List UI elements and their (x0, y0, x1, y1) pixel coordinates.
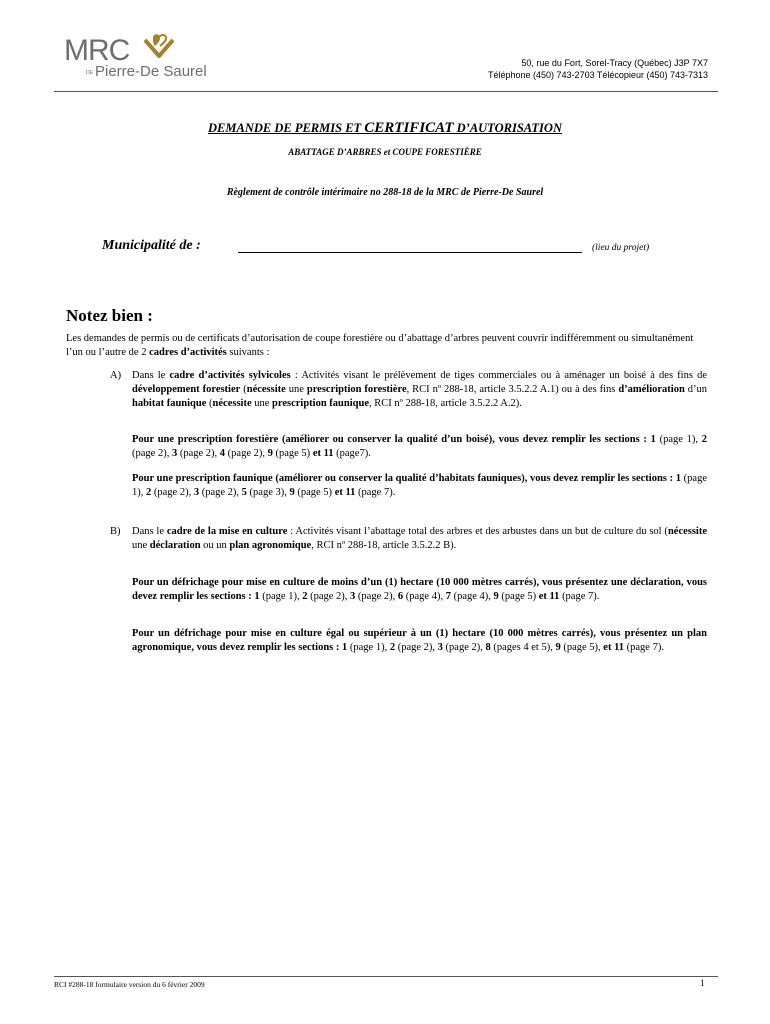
document-subtitle: ABATTAGE D’ARBRES et COUPE FORESTIÈRE (288, 147, 482, 157)
notes-heading: Notez bien : (66, 306, 153, 325)
text-run: (page 4), (450, 591, 494, 602)
text-run: (pages 4 et 5), (490, 642, 556, 653)
phone-line: Téléphone (450) 743-2703 Télécopieur (450) 743-7313 (488, 70, 708, 80)
mrc-logo (64, 34, 234, 84)
text-run: (page 5) (272, 448, 313, 459)
text-run: cadre de la mise en culture (166, 526, 288, 537)
text-run: (page 2), (177, 448, 220, 459)
text-run: prescription faunique (272, 398, 369, 409)
section-b-declaration (132, 576, 707, 604)
page-number: 1 (700, 978, 705, 988)
header-divider (54, 91, 718, 92)
footer-text: RCI #288-18 formulaire version du 6 février 2009 (54, 980, 205, 989)
text-run: 9 (267, 448, 273, 459)
text-run: : Activités visant l’abattage total des arbres et des arbustes dans un but de culture du sol ( (287, 526, 668, 537)
text-run: (page 2), (355, 591, 398, 602)
regulation-line: Règlement de contrôle intérimaire no 288-18 de la MRC de Pierre-De Saurel (226, 187, 544, 198)
text-run: (page 2), (199, 487, 242, 498)
text-run: ou un (200, 540, 230, 551)
logo-de-text: DE (86, 70, 93, 76)
text-run: suivants : (226, 347, 270, 358)
text-run: 5 (241, 487, 247, 498)
text-run: 3 (193, 487, 200, 498)
text-run: et 11 (312, 448, 334, 459)
text-run: 9 (493, 591, 499, 602)
text-run: plan agronomique (229, 540, 312, 551)
text-run: (page 2), (151, 487, 194, 498)
text-run: Pour une prescription forestière (améliorer ou conserver la qualité d’un boisé), vous devez remplir les sections : (132, 434, 651, 445)
text-run: , RCI nº 288-18, article 3.5.2.2 A.2). (368, 398, 522, 409)
text-run: 2 (701, 434, 707, 445)
text-run: une (285, 384, 307, 395)
text-run: cadres d’activités (149, 347, 227, 358)
text-run: et 11 (538, 591, 560, 602)
footer-divider (54, 976, 718, 977)
text-run: Dans le (132, 526, 167, 537)
text-run: une (132, 540, 150, 551)
text-run: cadre d’activités sylvicoles (169, 370, 291, 381)
text-run: et 11 (603, 642, 624, 653)
leaf-heart-icon (142, 34, 176, 64)
text-run: , RCI nº 288-18, article 3.5.2.2 B). (311, 540, 457, 551)
title-part: D’AUTORISATION (453, 121, 562, 135)
address-block (488, 57, 708, 81)
text-run: 7 (445, 591, 451, 602)
address-line: 50, rue du Fort, Sorel-Tracy (Québec) J3P 7X7 (521, 58, 708, 68)
section-b-agronomic-plan (132, 627, 707, 655)
text-run: Pour une prescription faunique (améliorer ou conserver la qualité d’habitats fauniques), vous devez remplir les sections : (132, 473, 676, 484)
section-a-forest-prescription (132, 433, 707, 461)
title-part: DEMANDE DE PERMIS ET (208, 121, 365, 135)
text-run: ( (206, 398, 213, 409)
text-run: prescription forestière (306, 384, 407, 395)
logo-name-text: Pierre-De Saurel (95, 63, 207, 80)
text-run: 9 (555, 642, 561, 653)
text-run: 3 (350, 591, 356, 602)
title-part: CERTIFICAT (364, 120, 454, 136)
text-run: nécessite (246, 384, 286, 395)
text-run: (page 5), (560, 642, 604, 653)
text-run: ( (240, 384, 247, 395)
text-run: (page 5) (498, 591, 539, 602)
text-run: nécessite (212, 398, 252, 409)
notes-intro (66, 332, 706, 360)
text-run: (page 3), (246, 487, 290, 498)
text-run: 1 (675, 473, 681, 484)
text-run: (page 1), (347, 642, 390, 653)
section-a-wildlife-prescription (132, 472, 707, 500)
municipality-field[interactable] (238, 252, 582, 253)
text-run: (page 4), (403, 591, 446, 602)
text-run: Les demandes de permis ou de certificats d’autorisation de coupe forestière ou d’abattage d’arbres peuvent couvrir indifféremment ou simultanément l’un ou l’autre de 2 (66, 333, 694, 358)
section-a-label: A) (110, 370, 122, 381)
text-run: 2 (302, 591, 308, 602)
municipality-label: Municipalité de : (102, 238, 201, 253)
text-run: (page 5) (294, 487, 335, 498)
logo-mrc-text: MRC (64, 34, 130, 67)
text-run: Dans le (132, 370, 170, 381)
text-run: d’amélioration (618, 384, 685, 395)
section-b-label: B) (110, 526, 121, 537)
text-run: Pour un défrichage pour mise en culture de moins d’un (1) hectare (10 000 mètres carrés), vous présentez une déclaration, vous devez remplir les sections : (132, 577, 707, 602)
text-run: (page 2), (442, 642, 486, 653)
text-run: et 11 (334, 487, 356, 498)
text-run: 9 (289, 487, 295, 498)
text-run: 6 (397, 591, 404, 602)
text-run: habitat faunique (132, 398, 207, 409)
text-run: (page 2), (395, 642, 438, 653)
text-run: 2 (389, 642, 396, 653)
section-a-text (132, 369, 707, 411)
text-run: (page 2), (132, 448, 172, 459)
text-run: (page 2), (307, 591, 351, 602)
text-run: d’un (684, 384, 707, 395)
text-run: développement forestier (132, 384, 241, 395)
document-title (0, 120, 770, 137)
text-run: Pour un défrichage pour mise en culture égal ou supérieur à un (1) hectare (10 000 mètres carrés), vous présentez un plan agronomique, vous devez remplir les sections : (132, 628, 707, 653)
text-run: 1 (254, 591, 260, 602)
section-b-text (132, 525, 707, 553)
text-run: (page 1), (132, 473, 707, 498)
text-run: , RCI nº 288-18, article 3.5.2.2 A.1) ou à des fins (406, 384, 619, 395)
text-run: (page 7). (624, 642, 664, 653)
text-run: 4 (219, 448, 226, 459)
text-run: (page 2), (225, 448, 268, 459)
text-run: 8 (485, 642, 491, 653)
text-run: 3 (171, 448, 178, 459)
text-run: une (251, 398, 273, 409)
text-run: : Activités visant le prélèvement de tiges commerciales ou à aménager un boisé à des fins de (290, 370, 707, 381)
municipality-hint: (lieu du projet) (592, 243, 650, 253)
text-run: 2 (146, 487, 152, 498)
text-run: (page7). (333, 448, 371, 459)
text-run: 3 (437, 642, 443, 653)
text-run: déclaration (149, 540, 201, 551)
text-run: 1 (342, 642, 348, 653)
text-run: (page 1), (655, 434, 702, 445)
text-run: (page 1), (259, 591, 303, 602)
text-run: (page 7). (559, 591, 600, 602)
text-run: nécessite (667, 526, 708, 537)
text-run: 1 (650, 434, 656, 445)
text-run: (page 7). (355, 487, 396, 498)
